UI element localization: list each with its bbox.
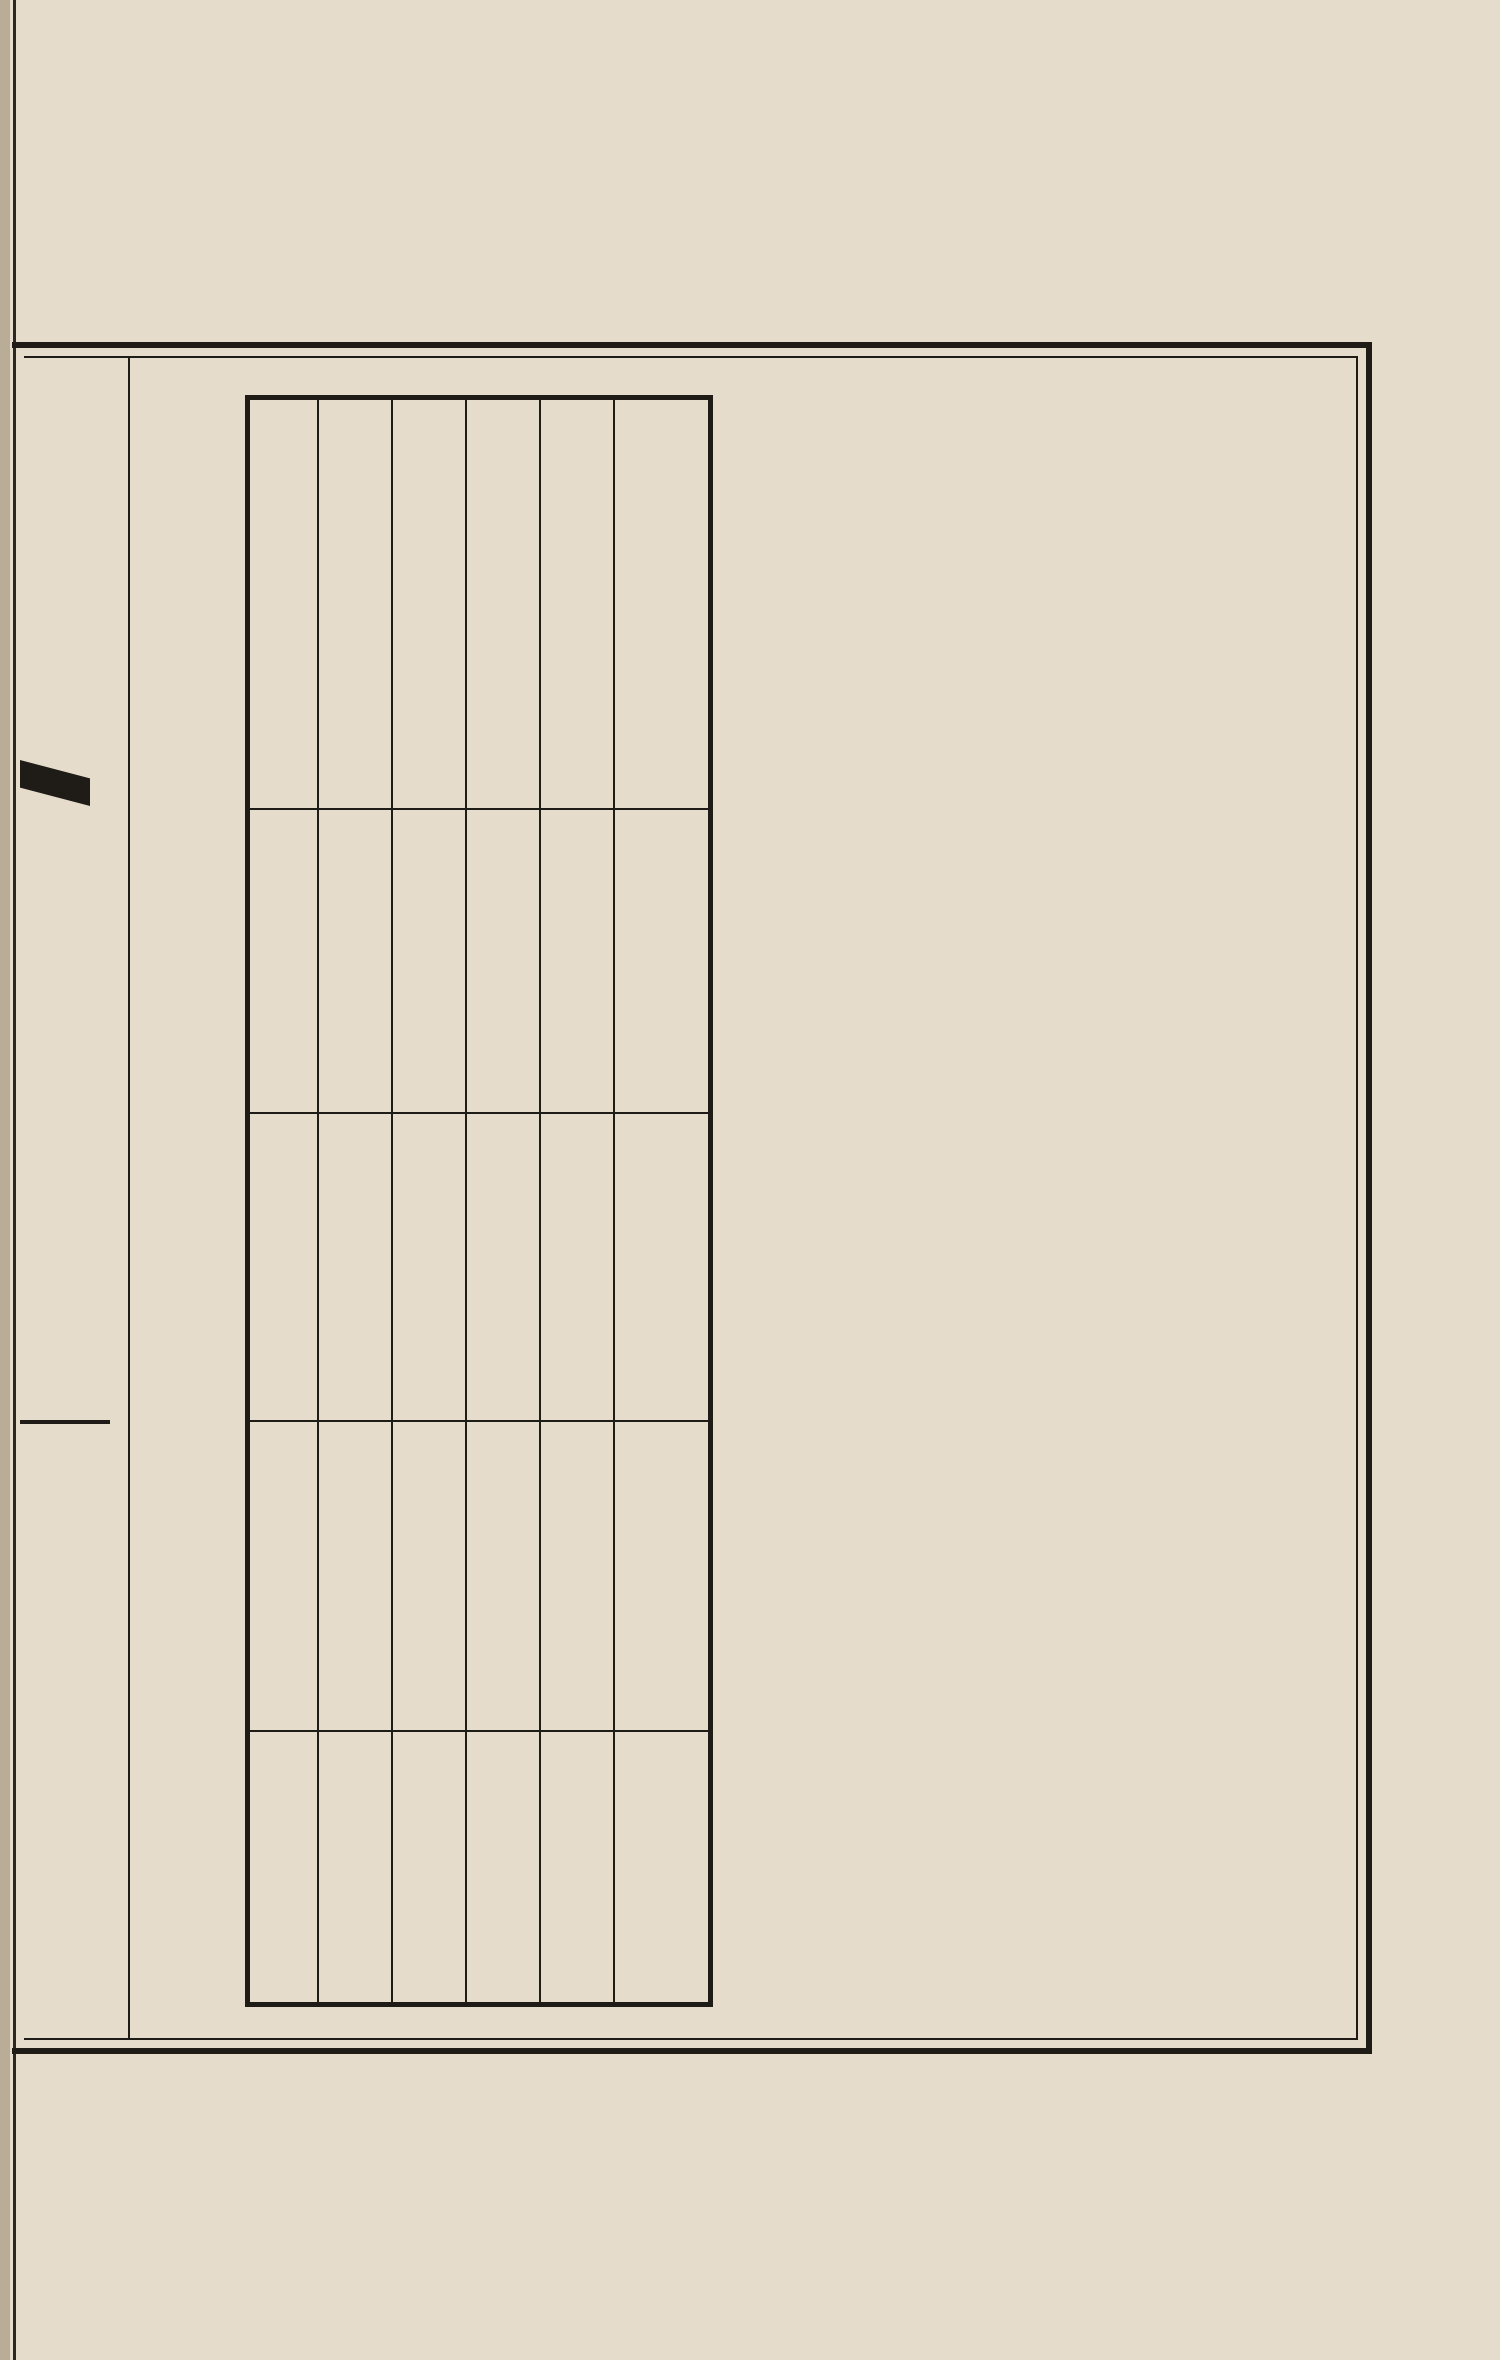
table-vline	[539, 400, 541, 2002]
table-hline	[250, 1730, 708, 1732]
table-vline	[613, 400, 615, 2002]
table-vline	[317, 400, 319, 2002]
page-number-rule	[20, 1420, 110, 1424]
table-hline	[250, 808, 708, 810]
book-spine	[0, 0, 10, 2360]
table-hline	[250, 1420, 708, 1422]
table-vline	[465, 400, 467, 2002]
table-vline	[391, 400, 393, 2002]
table-hline	[250, 1112, 708, 1114]
margin-rule	[128, 356, 130, 2040]
students-table	[245, 395, 713, 2007]
